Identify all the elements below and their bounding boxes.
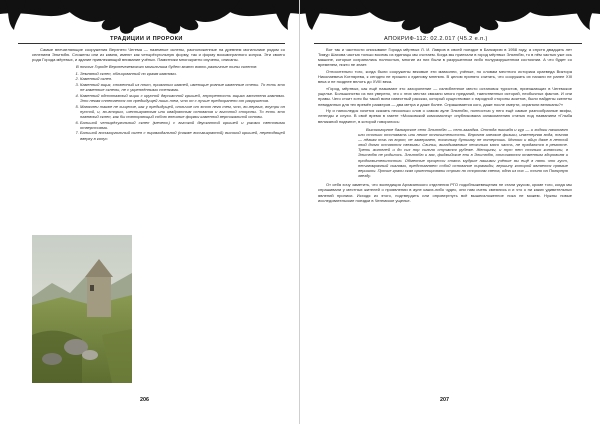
header-rule-left	[18, 43, 285, 44]
ornament-header-right	[300, 0, 600, 40]
tomb-types-section	[32, 64, 285, 141]
intro-paragraph: Самые впечатляющие сооружения Верхнего Чегема — наземные склепы, расположенные на древнем могильнике рядом со селением Эльтюбю. Сложены они из камня, имеют как четырёхугольную форму, так и форму восьмигранного конуса. Эти своего рода Города мёртвых, и здание привлекающий внимание учёных. Памятники многократно изучены, описаны.	[32, 47, 285, 63]
paragraph: От себя хочу заметить, что экспедиция Архаиинского отделения РГО подобныжевещения не стали укусом, кроме того, когда мы спрашивали у местных жителей о проявлении в ауле каких-либо чудес, они нам очень смеялись и и что о ни каких удивительных явлений прописи. Исходя из этого, подтвердить или опровергнуть всё вышеизложенное пока не можем. Нужны новые исследовательские поездки в Чегемское ущелье.	[318, 182, 572, 203]
page-number-left: 206	[140, 397, 149, 403]
list-item: 4. Каменный одноэтажный ящик с крупной двускатной крышей, внутренность ящика заполнена камнями. Это некая сплетается от предыдущей лишь тем, что он с лучше предохранено от разрушения.	[80, 93, 285, 103]
list-item: 3. Каменный ящик, сложенный из плит, прижатых камней, имеющие ровные каменные стены. То есть это не каменные склепы, не с укреплёнными стенками.	[80, 82, 285, 92]
newspaper-quote: Высокогорное балкарское село Эльтюбю — село-загадка. Отсюда никогда и кур — и ходоки начинают или столько отставать или некое отличительность. Впрочем заезжие физики, инженерная вода, ночная — лёгкая ночь на ворон, не замерзает, поскольку бутылку не потерпишь. Молоко и яйцо даже в летний зной долго остаются свежими. Свиньи, вкладываемые несколько мясо часть, не нуждаются в ремонте. Треть жителей и до сих пор сильно стучатся рубеже. Женщины, и тут нет столько кипятили, в Эльтюбю не родились. Эльтюбю и вас, фиджийские ели в Эльтюбю, отличаются отменным здоровьем и продолжительностью. Обменные процессы стать мудрые нашимы учёные вы ещё в пять что густ, песчаюмрачный скалами, представляет собой основание пирамиды, вершину которой является прямые вершины. Прочие грани скал ориентированы строго по сторонам света, одна из них — точно на Полярную звезду.	[358, 126, 568, 179]
right-page	[300, 0, 600, 424]
running-head-left: ТРАДИЦИИ И ПРОРОКИ	[110, 36, 183, 42]
tomb-types-list	[68, 71, 285, 141]
list-item: 7. Большой восьмиугольный склеп с пирамидальной (также восьмигранной) высокой крышей, переходящей вверху в конус.	[80, 130, 285, 140]
tomb-types-heading: В ночных Городе Верхнечегемского могильника будет можно взять различные типы склепов:	[76, 63, 258, 69]
paragraph: Относительно того, когда были сооружены вековые эти мавзолеи, учёные, по словам местного историка краеведа Виктора Николаевича Котляревa, к сегодня не пришли к единому мнению. В целом принято считать, что сооружать их начали не ранее XIII века и не позднее вплоть до XVIII века.	[318, 69, 572, 85]
right-body-text	[318, 47, 572, 204]
paragraph: «Город, мёртвых, как ещё называют это захоронение — излюбленное место остановок туристов, приезжающих в Чегемское ущелье. Большинство из них уверено, что с этих местах связано много преданий, таинственных историй, необычных фактов. И они правы. Чего стоит хотя бы такой всем известный рассказ, который существовал с народной стороны аскетов, были найдены скелеты невиданных для тех времён размеров — два метра и даже более. Спрашивается кого, даже после смерти, охраняли великаны?»	[318, 86, 572, 107]
page-number-right: 207	[440, 397, 449, 403]
running-head-right: АПОКРИФ-112: 02.2.017 (Ч5.2 е.п.)	[384, 36, 488, 42]
list-item: 2. Каменный склеп.	[80, 76, 285, 81]
paragraph: Ну и напоследок хочется сказать несколько слов о самом ауле Эльтюбю, полностью у него ещё самые разнообразные мифы, легенды и слухи. В своё время в газете «Московский комсомолец» опубликовала ознакомлению статью под названием «Глыба великаной подвиги», в которой говорилось:	[318, 108, 572, 124]
list-item: 1. Земляной склеп, облицованный по краям камнями.	[80, 71, 285, 76]
list-item: 5. Мавзолеи также не хищение, как у предыдущей, отличие от этот него тем, что, во-первых, внутри он пустой, и, во-вторых, шестигранным или квадратным основания и высотой стороны. То есть это наземный склеп, как бы повторяющий собою внешние формы каменной вертикальной основы.	[80, 104, 285, 119]
paragraph: Вот так и частности описывают Города мёртвых Л. И. Лавров в своей поездке в Балкарию в 1958 году, а спустя двадцать лет Тимур Шахова частью только восемь из единицы мы считаем. Когда мы приехали в город мёртвых Эльтюбю, то в нём частью уже ось машине, которые сохранились полностью, многие из них были в разрушенном либо полуразрушенном состоянии. А что будет со временем, никто не знает.	[318, 47, 572, 68]
mausoleum-photo	[32, 235, 132, 383]
ornament-header-left	[0, 0, 300, 40]
header-rule-right	[314, 43, 582, 44]
list-item: 6. Большой четырёхугольный склеп (мечеть) с высокой двускатной крышей и узкими световыми отверстиями.	[80, 120, 285, 130]
left-body-text	[32, 47, 285, 141]
